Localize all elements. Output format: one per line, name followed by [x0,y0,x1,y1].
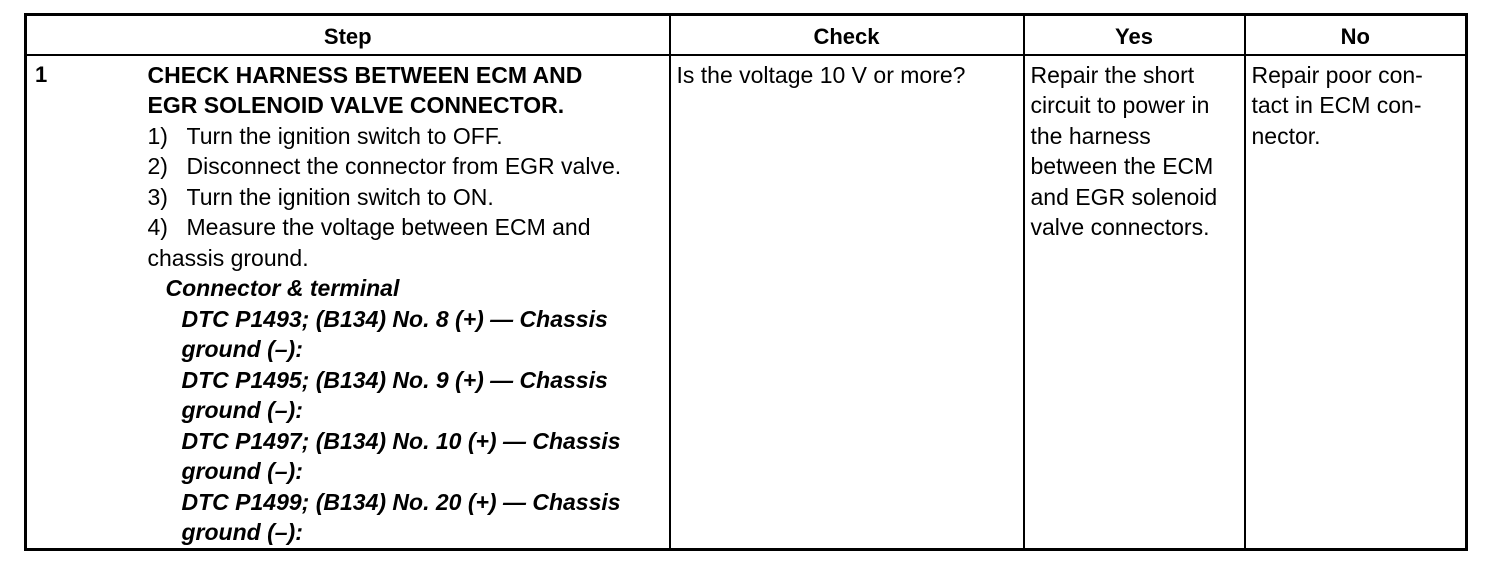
yes-line: and EGR solenoid [1030,183,1218,210]
substep-text: Turn the ignition switch to OFF. [186,122,503,149]
step-number: 1 [35,61,48,87]
connector-heading: Connector & terminal [165,275,400,301]
no-cell [1245,55,1467,550]
substep-text: Measure the voltage between ECM and [186,214,591,240]
step-title-line-1: CHECK HARNESS BETWEEN ECM AND [147,61,583,88]
no-line: Repair poor con- [1251,61,1423,88]
step-title-line-2: EGR SOLENOID VALVE CONNECTOR. [147,92,565,118]
yes-line: between the ECM [1030,153,1214,179]
step-number-cell [26,55,148,550]
substep-3 [148,182,663,213]
no-line: tact in ECM con- [1251,92,1422,118]
step-body [148,56,669,548]
connector-item-3-line-1: DTC P1497; (B134) No. 10 (+) — Chassis [181,427,621,454]
connector-item-2-line-1: DTC P1495; (B134) No. 9 (+) — Chassis [181,366,608,393]
yes-line: valve connectors. [1030,214,1210,240]
connector-item-1-line-2: ground (–): [181,336,303,362]
connector-item-4-line-2: ground (–): [181,519,303,545]
yes-line: the harness [1030,122,1151,149]
substep-4-continuation: chassis ground. [147,244,309,271]
yes-line: circuit to power in [1030,92,1210,118]
yes-text [1025,56,1244,243]
yes-line: Repair the short [1030,61,1195,88]
table-row [26,55,1467,550]
no-line: nector. [1251,122,1321,149]
table-header-row [26,15,1467,55]
substep-number: 4) [147,214,168,240]
substep-number: 1) [147,122,168,149]
header-step: Step [26,15,670,55]
substep-number: 3) [147,183,168,210]
check-text [671,56,1023,91]
header-check: Check [670,15,1024,55]
step-body-cell [148,55,670,550]
header-yes: Yes [1024,15,1245,55]
substep-4 [148,212,663,243]
connector-item-3-line-2: ground (–): [181,458,303,484]
no-text [1246,56,1466,152]
connector-item-4-line-1: DTC P1499; (B134) No. 20 (+) — Chassis [181,488,621,515]
check-cell [670,55,1024,550]
connector-item-2-line-2: ground (–): [181,397,303,423]
substep-number: 2) [147,153,168,179]
yes-cell [1024,55,1245,550]
substep-text: Disconnect the connector from EGR valve. [186,153,622,179]
connector-item-1-line-1: DTC P1493; (B134) No. 8 (+) — Chassis [181,305,608,332]
diagnostic-table [24,13,1468,551]
header-no: No [1245,15,1467,55]
substep-1 [148,121,663,152]
substep-text: Turn the ignition switch to ON. [186,183,494,210]
check-line: Is the voltage 10 V or more? [676,61,966,88]
substep-2 [148,151,663,182]
